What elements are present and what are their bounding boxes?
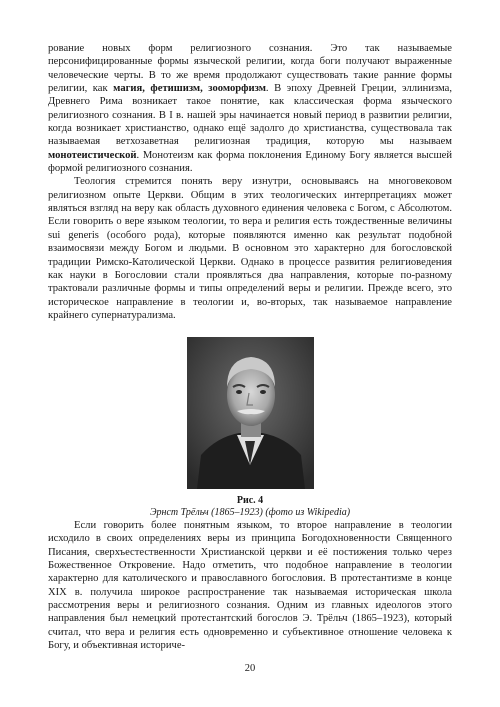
paragraph	[48, 42, 452, 175]
paragraph	[48, 519, 452, 652]
figure-title: Рис. 4	[236, 495, 264, 506]
portrait-image	[187, 337, 314, 489]
portrait-photo	[187, 337, 314, 489]
bold-term: магия, фетишизм, зооморфизм	[113, 83, 266, 95]
text-run: рование новых форм религиозного сознания. Это так называемые персонифицированные формы языческой религии, когда боги получают выраженные человеческие черты. В то же время продолжают существовать такие ранние формы религии, как	[48, 43, 452, 95]
paragraph	[48, 175, 452, 322]
text-bottom	[48, 519, 452, 652]
bold-term: монотеистической	[48, 149, 137, 161]
text-top	[48, 42, 452, 322]
text-run: Если говорить более понятным языком, то второе направление в теологии исходило в своих определениях веры из принципа Богодохновенности Священного Писания, сверхъестественности Христианской церкви и её постижения только через Божественное Откровение. Надо отметить, что подобное направление в теологии характерно для католического и православного богословия. В протестантизме в конце XIX в. получила широкое распространение так называемая историческая школа рассмотрения веры и религиозного сознания. Одним из главных идеологов этого направления был немецкий протестантский богослов Э. Трёльч (1865–1923), который считал, что вера и религия есть одновременно и субъективное отношение человека к Богу, и объективная историче-	[48, 520, 452, 652]
text-run: Теология стремится понять веру изнутри, основываясь на многовековом религиозном опыте Церкви. Общим в этих теологических интерпретациях может являться взгляд на веру как область духовного единения человека с Богом, с Абсолютом. Если говорить о вере языком теологии, то вера и религия есть тождественные величины sui generis (особого рода), которые появляются именно как результат подобной взаимосвязи между Богом и людьми. В основном это характерно для богословской традиции Римско-Католической Церкви. Однако в процессе развития религиоведения как науки в Богословии стали проявляться два направления, которые по-разному трактовали различные формы и типы определений веры и религии. Прежде всего, это историческое направление в теологии и, во-вторых, так называемое направление крайнего супернатурализма.	[48, 176, 452, 321]
text-run: . Монотеизм как форма поклонения Единому Богу является высшей формой религиозного сознания.	[48, 149, 452, 175]
page-number: 20	[244, 663, 256, 674]
figure-caption: Эрнст Трёльч (1865–1923) (фото из Wikipedia)	[149, 507, 351, 518]
text-run: . В эпоху Древней Греции, эллинизма, Древнего Рима возникает такое понятие, как классическая форма языческого религиозного сознания. В I в. нашей эры начинается новый период в развитии религии, когда возникает христианство, однако ещё задолго до христианства, существовала так называемая ветхозаветная религиозная традиция, которую мы называем	[48, 83, 453, 148]
